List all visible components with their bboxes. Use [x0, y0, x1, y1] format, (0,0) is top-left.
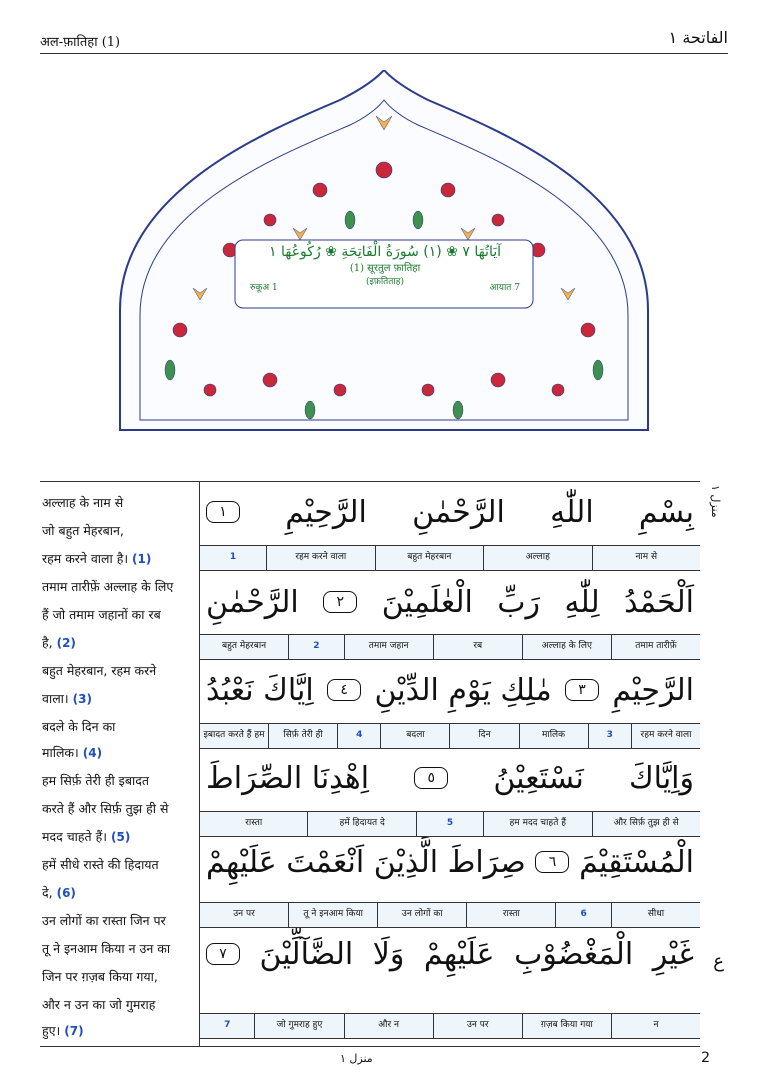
hindi-line-text: तमाम तारीफ़ें अल्लाह के लिए [42, 579, 174, 594]
hindi-line-text: हमें सीधे रास्ते की हिदायत [42, 857, 159, 872]
hindi-line [42, 912, 166, 929]
gloss-word: तमाम जहान [344, 635, 433, 659]
arabic-verse-line [206, 754, 694, 802]
hindi-line-text: बदले के दिन का [42, 719, 116, 734]
arabic-word: اِيَّاكَ نَعْبُدُ [206, 672, 314, 708]
hindi-line-text: अल्लाह के नाम से [42, 495, 124, 510]
arabic-word: صِرَاطَ الَّذِيْنَ اَنْعَمْتَ عَلَيْهِمْ [206, 844, 526, 880]
hindi-line [42, 940, 170, 957]
surah-title-panel [240, 244, 530, 304]
arabic-word: عَلَيْهِمْ [423, 936, 495, 972]
gloss-word: ग़ज़ब किया गया [522, 1014, 611, 1038]
gloss-word: न [611, 1014, 700, 1038]
arabic-word: غَيْرِ [652, 936, 694, 972]
arabic-word: اَلْحَمْدُ [624, 584, 694, 620]
gloss-word: तमाम तारीफ़ें [611, 635, 700, 659]
hindi-line-text: हुए। [42, 1023, 65, 1038]
page-footer [0, 1050, 768, 1070]
ayah-end-marker: ٦ [535, 851, 569, 873]
gloss-word: रास्ता [245, 818, 263, 829]
word-gloss-row [200, 545, 700, 571]
ayah-number: (5) [110, 830, 131, 844]
hindi-line [42, 550, 151, 567]
ayat-count: आयात 7 [489, 283, 520, 293]
arabic-word: نَسْتَعِيْنُ [493, 760, 584, 796]
word-gloss-row [200, 723, 700, 749]
surah-arabic-heading: آيَاتُهَا ٧ ❀ (١) سُورَةُ الْفَاتِحَةِ ❀ رُكُوعُهَا ١ [269, 244, 501, 260]
arabic-verse-line [206, 578, 694, 626]
arabic-verse-line [206, 488, 694, 536]
hindi-line [42, 968, 158, 985]
gloss-word: मालिक [519, 724, 588, 748]
arabic-verse-line [206, 930, 694, 978]
gloss-ayah-number: 4 [337, 724, 380, 748]
hindi-line [42, 828, 130, 845]
gloss-word: अल्लाह [483, 546, 591, 570]
hindi-line [42, 522, 124, 539]
arabic-word: مٰلِكِ يَوْمِ الدِّيْنِ [374, 672, 552, 708]
gloss-ayah-number: 5 [416, 812, 483, 836]
hindi-line [42, 996, 155, 1013]
gloss-word: रास्ता [466, 903, 555, 927]
gloss-word: दिन [449, 724, 518, 748]
ayah-number: (3) [72, 692, 92, 706]
arabic-word: بِسْمِ [638, 494, 694, 530]
hindi-line [42, 606, 161, 623]
gloss-word: बहुत मेहरबान [221, 641, 267, 652]
gloss-ayah-number: 6 [555, 903, 610, 927]
gloss-ayah-number: 2 [288, 635, 343, 659]
ayah-end-marker: ١ [206, 501, 240, 523]
hindi-line-text: करते हैं और सिर्फ़ तुझ ही से [42, 801, 169, 816]
gloss-word: उन लोगों का [377, 903, 466, 927]
ayah-number: (2) [56, 636, 76, 650]
hindi-line [42, 690, 92, 707]
arabic-verse-line [206, 666, 694, 714]
arabic-word: الضَّآلِّيْنَ [259, 936, 354, 972]
hindi-line-text: उन लोगों का रास्ता जिन पर [42, 913, 166, 928]
gloss-word: अल्लाह के लिए [522, 635, 611, 659]
hindi-line [42, 884, 76, 901]
word-gloss-row [200, 811, 700, 837]
surah-name-hindi: (1) सूरतुल फ़ातिहा [349, 263, 421, 274]
ayah-number: (6) [56, 886, 76, 900]
manzil-side-label: منزل ١ [709, 485, 722, 518]
hindi-line [42, 578, 173, 595]
ayah-number: (1) [132, 552, 152, 566]
arabic-word: لِلّٰهِ [564, 584, 600, 620]
arabic-word: الْمُسْتَقِيْمَ [579, 844, 694, 880]
word-gloss-row [200, 902, 700, 928]
arabic-word: الرَّحِيْمِ [285, 494, 367, 530]
hindi-line-text: हैं जो तमाम जहानों का रब [42, 607, 161, 622]
page-number: 2 [701, 1050, 710, 1066]
hindi-line [42, 744, 102, 761]
gloss-ayah-number: 3 [588, 724, 631, 748]
hindi-line-text: मदद चाहते हैं। [42, 829, 111, 844]
hindi-line [42, 772, 149, 789]
gloss-word: हमें हिदायत दे [307, 812, 415, 836]
footer-manzil: منزل ١ [340, 1052, 373, 1065]
gloss-word: नाम से [592, 546, 700, 570]
arabic-word: اِهْدِنَا الصِّرَاطَ [206, 760, 370, 796]
gloss-word: जो गुमराह हुए [254, 1014, 343, 1038]
hindi-line-text: बहुत मेहरबान, रहम करने [42, 663, 157, 678]
gloss-word: रहम करने वाला [631, 724, 700, 748]
arabic-word: الرَّحْمٰنِ [206, 584, 299, 620]
gloss-word: रब [433, 635, 522, 659]
hindi-line-text: मालिक। [42, 745, 83, 760]
gloss-word: और सिर्फ़ तुझ ही से [592, 812, 700, 836]
arabic-word: وَاِيَّاكَ [628, 760, 694, 796]
gloss-word: सीधा [611, 903, 700, 927]
arabic-word: الْعٰلَمِيْنَ [381, 584, 473, 620]
ruku-count: रुकूअ 1 [250, 283, 278, 293]
gloss-word: रहम करने वाला [266, 546, 374, 570]
arabic-word: وَلَا [372, 936, 405, 972]
hindi-line-text: रहम करने वाला है। [42, 551, 133, 566]
hindi-line [42, 800, 168, 817]
side-margin [700, 481, 728, 1047]
hindi-line-text: दे, [42, 885, 57, 900]
gloss-word: इबादत करते हैं हम [203, 730, 265, 741]
ayah-number: (7) [64, 1024, 84, 1038]
hindi-line [42, 494, 123, 511]
arabic-word: الرَّحْمٰنِ [412, 494, 505, 530]
hindi-line-text: है, [42, 635, 57, 650]
arabic-word: اللّٰهِ [550, 494, 594, 530]
ayah-end-marker: ٧ [206, 943, 240, 965]
gloss-word: तू ने इनआम किया [288, 903, 377, 927]
gloss-ayah-number: 7 [224, 1020, 231, 1031]
word-gloss-row [200, 1013, 700, 1039]
hindi-line-text: जो बहुत मेहरबान, [42, 523, 124, 538]
arabic-word: الْمَغْضُوْبِ [514, 936, 634, 972]
gloss-word: बदला [380, 724, 449, 748]
arabic-word: الرَّحِيْمِ [612, 672, 694, 708]
hindi-line [42, 634, 76, 651]
header-surah-arabic: الفاتحة ١ [668, 28, 728, 47]
arabic-verse-line [206, 838, 694, 886]
hindi-line [42, 1022, 84, 1039]
ayah-number: (4) [82, 746, 103, 760]
surah-alt-name: (इफ़तिताह) [365, 277, 405, 287]
arabic-text-column [200, 482, 700, 1046]
gloss-word: सिर्फ़ तेरी ही [268, 724, 337, 748]
header-surah-hindi: अल-फ़ातिहा (1) [40, 35, 121, 50]
ayah-end-marker: ٣ [565, 679, 599, 701]
ayah-end-marker: ٥ [414, 767, 448, 789]
hindi-line [42, 662, 156, 679]
gloss-word: हम मदद चाहते हैं [483, 812, 591, 836]
hindi-line-text: जिन पर ग़ज़ब किया गया, [42, 969, 158, 984]
hindi-line-text: वाला। [42, 691, 73, 706]
hindi-line [42, 856, 159, 873]
gloss-word: उन पर [433, 1014, 522, 1038]
ayah-end-marker: ٢ [323, 591, 357, 613]
ayah-end-marker: ٤ [327, 679, 361, 701]
hindi-line-text: हम सिर्फ़ तेरी ही इबादत [42, 773, 149, 788]
arabic-word: رَبِّ [497, 584, 540, 620]
word-gloss-row [200, 634, 700, 660]
gloss-word: और न [344, 1014, 433, 1038]
translation-table [40, 481, 700, 1047]
gloss-ayah-number: 1 [229, 552, 237, 563]
hindi-translation-column [40, 482, 200, 1046]
gloss-word: उन पर [233, 909, 255, 920]
gloss-word: बहुत मेहरबान [375, 546, 483, 570]
page-header [40, 28, 728, 54]
hindi-line [42, 718, 115, 735]
ruku-side-mark: ع [713, 951, 724, 972]
hindi-line-text: तू ने इनआम किया न उन का [42, 941, 171, 956]
hindi-line-text: और न उन का जो गुमराह [42, 997, 156, 1012]
